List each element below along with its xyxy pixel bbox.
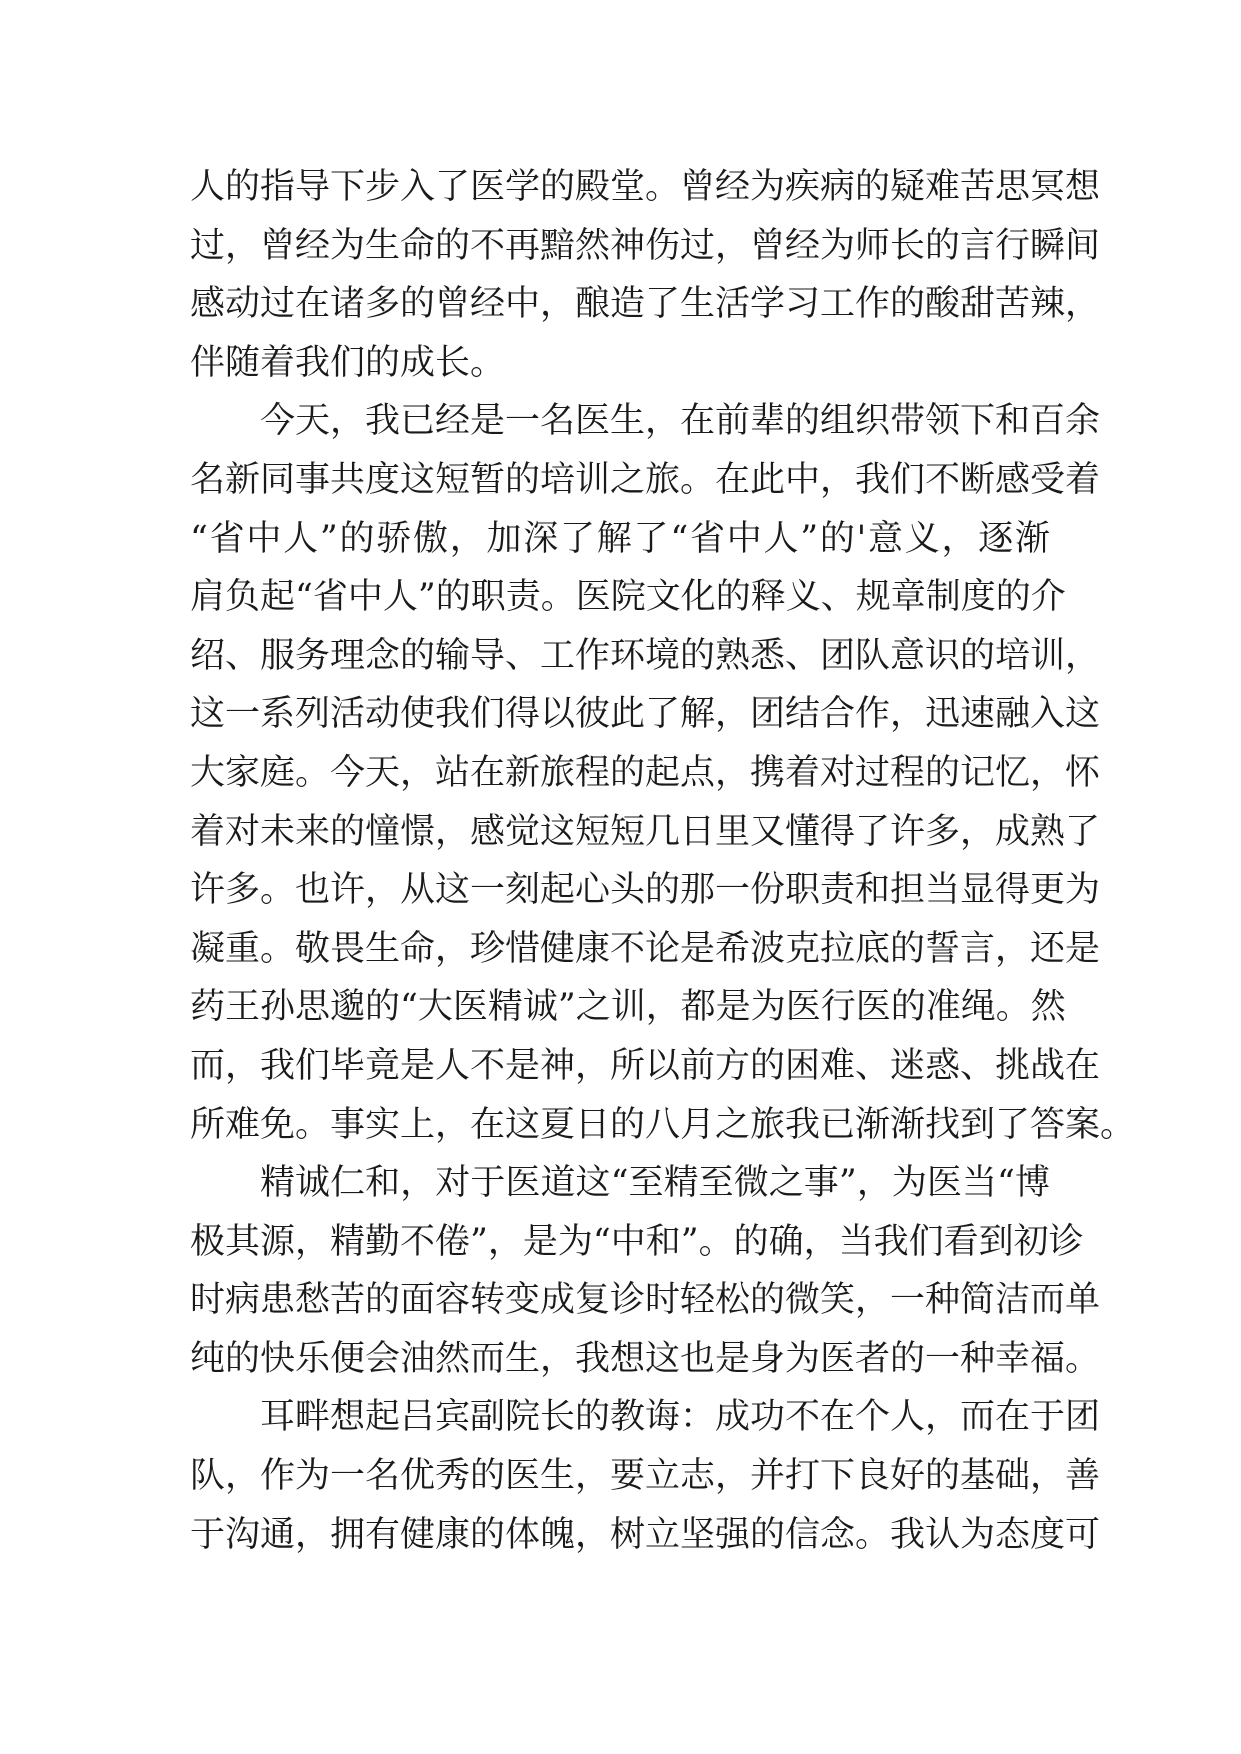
body-text xyxy=(190,158,1136,1564)
text-line: 凝重。敬畏生命，珍惜健康不论是希波克拉底的誓言，还是 xyxy=(190,928,1101,969)
text-line: 今天，我已经是一名医生，在前辈的组织带领下和百余 xyxy=(260,401,1101,442)
text-line: 伴随着我们的成长。 xyxy=(190,342,506,383)
text-line: 许多。也许，从这一刻起心头的那一份职责和担当显得更为 xyxy=(190,870,1101,911)
text-line: 人的指导下步入了医学的殿堂。曾经为疾病的疑难苦思冥想 xyxy=(190,167,1101,207)
text-line: 大家庭。今天，站在新旅程的起点，携着对过程的记忆，怀 xyxy=(190,752,1101,793)
text-line: 名新同事共度这短暂的培训之旅。在此中，我们不断感受着 xyxy=(190,459,1101,500)
text-line: 绍、服务理念的输导、工作环境的熟悉、团队意识的培训， xyxy=(190,635,1101,676)
text-line: 药王孙思邈的“大医精诚”之训，都是为医行医的准绳。然 xyxy=(190,987,1066,1028)
text-line: “省中人”的骄傲，加深了解了“省中人”的'意义，逐渐 xyxy=(190,518,1050,559)
text-line: 过，曾经为生命的不再黯然神伤过，曾经为师长的言行瞬间 xyxy=(190,225,1101,266)
text-line: 时病患愁苦的面容转变成复诊时轻松的微笑，一种简洁而单 xyxy=(190,1280,1101,1321)
text-line: 队，作为一名优秀的医生，要立志，并打下良好的基础，善 xyxy=(190,1456,1101,1497)
text-line: 感动过在诸多的曾经中，酿造了生活学习工作的酸甜苦辣， xyxy=(190,284,1101,325)
text-line: 着对未来的憧憬，感觉这短短几日里又懂得了许多，成熟了 xyxy=(190,811,1101,852)
text-line: 这一系列活动使我们得以彼此了解，团结合作，迅速融入这 xyxy=(190,694,1101,735)
text-line: 而，我们毕竟是人不是神，所以前方的困难、迷惑、挑战在 xyxy=(190,1045,1101,1086)
text-line: 肩负起“省中人”的职责。医院文化的释义、规章制度的介 xyxy=(190,577,1066,618)
text-line: 所难免。事实上，在这夏日的八月之旅我已渐渐找到了答案。 xyxy=(190,1104,1136,1145)
text-line: 精诚仁和，对于医道这“至精至微之事”，为医当“博 xyxy=(260,1163,1050,1204)
text-line: 耳畔想起吕宾副院长的教诲：成功不在个人，而在于团 xyxy=(260,1397,1101,1438)
text-line: 纯的快乐便会油然而生，我想这也是身为医者的一种幸福。 xyxy=(190,1338,1101,1379)
text-line: 极其源，精勤不倦”，是为“中和”。的确，当我们看到初诊 xyxy=(190,1221,1084,1262)
text-line: 于沟通，拥有健康的体魄，树立坚强的信念。我认为态度可 xyxy=(190,1514,1101,1555)
